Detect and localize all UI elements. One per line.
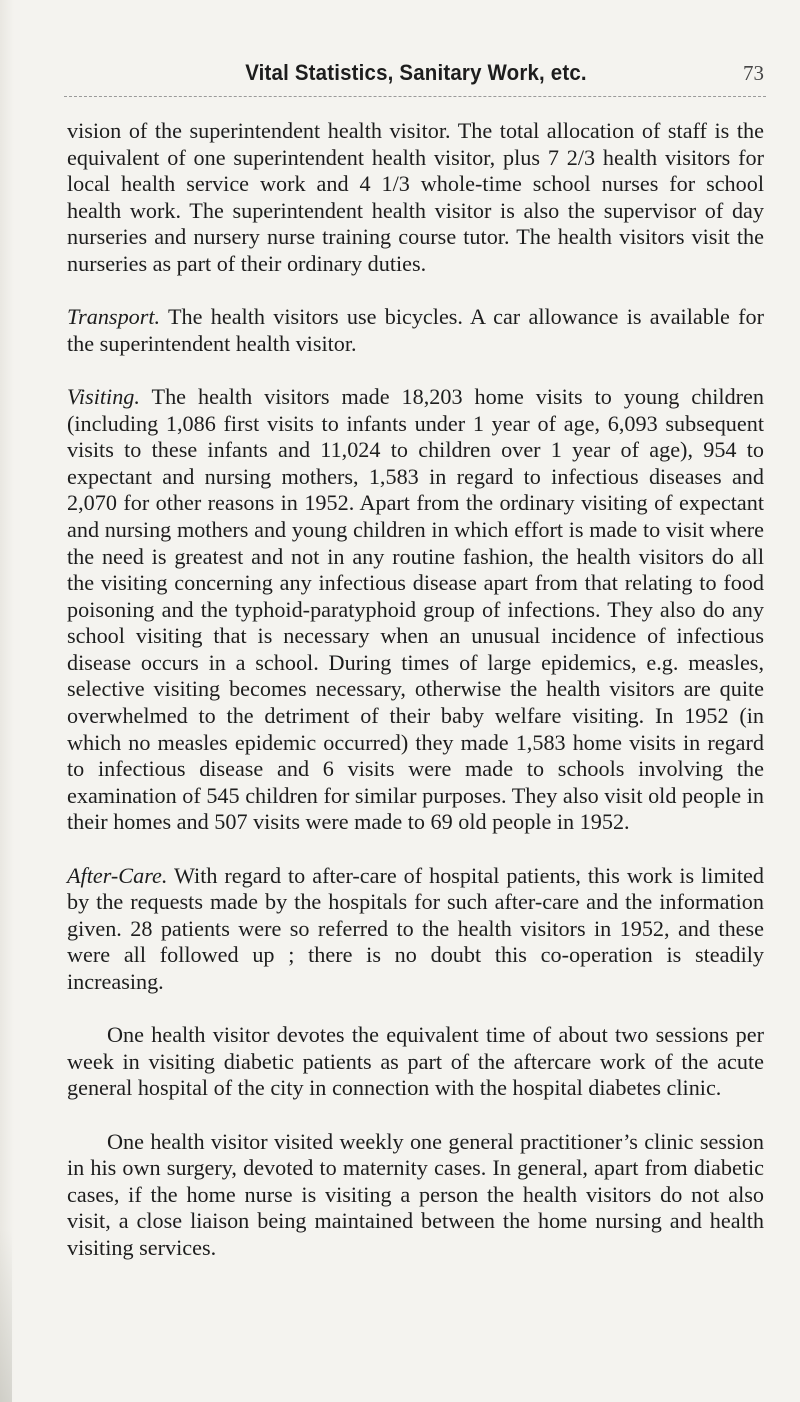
page-binding-shadow xyxy=(0,0,14,1402)
paragraph-diabetic xyxy=(67,1022,764,1102)
running-header xyxy=(66,58,766,88)
paragraph-visiting xyxy=(67,384,764,836)
running-title: Vital Statistics, Sanitary Work, etc. xyxy=(245,60,587,85)
page-number: 73 xyxy=(743,61,764,85)
header-rule xyxy=(64,96,766,97)
paragraph-general-practitioner xyxy=(67,1129,764,1262)
paragraph-transport xyxy=(67,304,764,357)
body-text xyxy=(67,118,764,1262)
paragraph-after-care xyxy=(67,863,764,996)
paragraph-visiting-heading: Visiting. xyxy=(67,383,140,409)
paragraph-diabetic-text: One health visitor devotes the equivalent time of about two sessions per week in visiting diabetic patients as part of the aftercare work of the acute general hospital of the city in connection with the hospital diabetes clinic. xyxy=(67,1022,764,1101)
binding-edge-marks xyxy=(0,1230,12,1402)
paragraph-after-care-heading: After-Care. xyxy=(67,862,168,888)
paragraph-visiting-text: The health visitors made 18,203 home visits to young children (including 1,086 first visits to infants under 1 year of age, 6,093 subsequent visits to these infants and 11,024 to children over 1 year of age), 954 to expectant and nursing mothers, 1,583 in regard to infectious diseases and 2,070 for other reasons in 1952. Apart from the ordinary visiting of expectant and nursing mothers and young children in which effort is made to visit where the need is greatest and not in any routine fashion, the health visitors do all the visiting concerning any infectious disease apart from that relating to food poisoning and the typhoid-paratyphoid group of infections. They also do any school visiting that is necessary when an unusual incidence of infectious disease occurs in a school. During times of large epidemics, e.g. measles, selective visiting becomes necessary, otherwise the health visitors are quite overwhelmed to the detriment of their baby welfare visiting. In 1952 (in which no measles epidemic occurred) they made 1,583 home visits in regard to infectious disease and 6 visits were made to schools involving the examination of 545 children for similar purposes. They also visit old people in their homes and 507 visits were made to 69 old people in 1952. xyxy=(67,383,764,835)
paragraph-general-practitioner-text: One health visitor visited weekly one general practitioner’s clinic session in his own surgery, devoted to maternity cases. In general, apart from diabetic cases, if the home nurse is visiting a person the health visitors do not also visit, a close liaison being maintained between the home nursing and health visiting services. xyxy=(67,1128,764,1260)
paragraph-staffing xyxy=(67,118,764,278)
paragraph-after-care-text: With regard to after-care of hospital patients, this work is limited by the requests made by the hospitals for such after-care and the information given. 28 patients were so referred to the health visitors in 1952, and these were all followed up ; there is no doubt this co-operation is steadily increasing. xyxy=(67,862,764,994)
paragraph-transport-text: The health visitors use bicycles. A car allowance is available for the superintendent health visitor. xyxy=(67,304,764,356)
paragraph-transport-heading: Transport. xyxy=(67,304,161,330)
paragraph-staffing-text: vision of the superintendent health visitor. The total allocation of staff is the equivalent of one superintendent health visitor, plus 7 2/3 health visitors for local health service work and 4 1/3 whole-time school nurses for school health work. The superintendent health visitor is also the supervisor of day nurseries and nursery nurse training course tutor. The health visitors visit the nurseries as part of their ordinary duties. xyxy=(67,118,764,276)
